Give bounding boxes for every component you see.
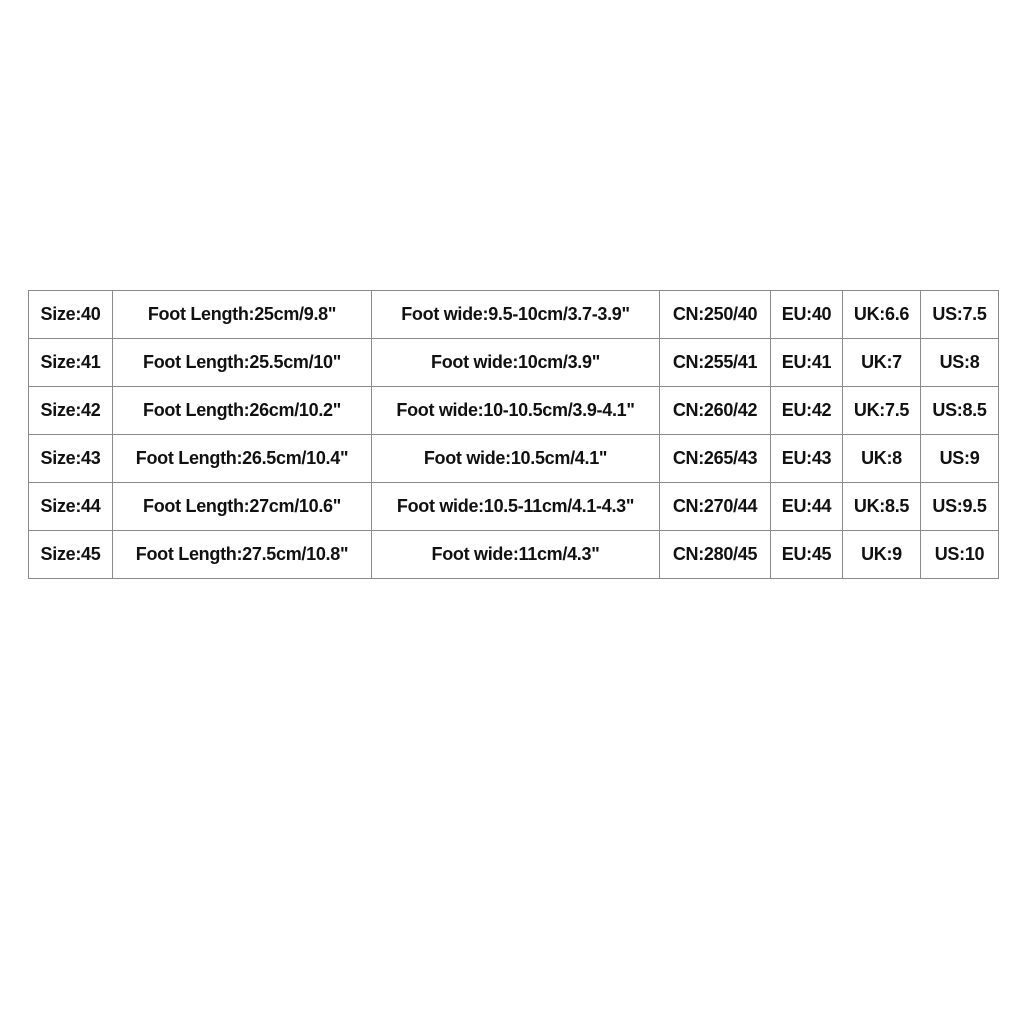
foot-wide-cell: Foot wide:10.5cm/4.1" — [372, 435, 660, 483]
uk-size-cell: UK:8 — [843, 435, 921, 483]
size-cell: Size:40 — [29, 291, 113, 339]
us-size-cell: US:8.5 — [921, 387, 999, 435]
size-cell: Size:43 — [29, 435, 113, 483]
foot-length-cell: Foot Length:26cm/10.2" — [113, 387, 372, 435]
foot-length-cell: Foot Length:27.5cm/10.8" — [113, 531, 372, 579]
size-cell: Size:42 — [29, 387, 113, 435]
eu-size-cell: EU:44 — [771, 483, 843, 531]
table-row — [29, 435, 999, 483]
us-size-cell: US:7.5 — [921, 291, 999, 339]
foot-wide-cell: Foot wide:10.5-11cm/4.1-4.3" — [372, 483, 660, 531]
foot-length-cell: Foot Length:26.5cm/10.4" — [113, 435, 372, 483]
foot-length-cell: Foot Length:27cm/10.6" — [113, 483, 372, 531]
cn-size-cell: CN:250/40 — [660, 291, 771, 339]
cn-size-cell: CN:260/42 — [660, 387, 771, 435]
cn-size-cell: CN:280/45 — [660, 531, 771, 579]
size-cell: Size:45 — [29, 531, 113, 579]
table-row — [29, 291, 999, 339]
eu-size-cell: EU:43 — [771, 435, 843, 483]
table-row — [29, 339, 999, 387]
size-chart-table — [28, 290, 999, 579]
size-cell: Size:41 — [29, 339, 113, 387]
foot-length-cell: Foot Length:25cm/9.8" — [113, 291, 372, 339]
foot-wide-cell: Foot wide:10cm/3.9" — [372, 339, 660, 387]
cn-size-cell: CN:270/44 — [660, 483, 771, 531]
foot-length-cell: Foot Length:25.5cm/10" — [113, 339, 372, 387]
size-cell: Size:44 — [29, 483, 113, 531]
table-row — [29, 531, 999, 579]
us-size-cell: US:8 — [921, 339, 999, 387]
foot-wide-cell: Foot wide:10-10.5cm/3.9-4.1" — [372, 387, 660, 435]
cn-size-cell: CN:265/43 — [660, 435, 771, 483]
eu-size-cell: EU:40 — [771, 291, 843, 339]
us-size-cell: US:9.5 — [921, 483, 999, 531]
us-size-cell: US:9 — [921, 435, 999, 483]
uk-size-cell: UK:7 — [843, 339, 921, 387]
eu-size-cell: EU:41 — [771, 339, 843, 387]
us-size-cell: US:10 — [921, 531, 999, 579]
eu-size-cell: EU:45 — [771, 531, 843, 579]
uk-size-cell: UK:6.6 — [843, 291, 921, 339]
table-row — [29, 483, 999, 531]
uk-size-cell: UK:7.5 — [843, 387, 921, 435]
eu-size-cell: EU:42 — [771, 387, 843, 435]
cn-size-cell: CN:255/41 — [660, 339, 771, 387]
foot-wide-cell: Foot wide:11cm/4.3" — [372, 531, 660, 579]
uk-size-cell: UK:8.5 — [843, 483, 921, 531]
uk-size-cell: UK:9 — [843, 531, 921, 579]
foot-wide-cell: Foot wide:9.5-10cm/3.7-3.9" — [372, 291, 660, 339]
table-row — [29, 387, 999, 435]
